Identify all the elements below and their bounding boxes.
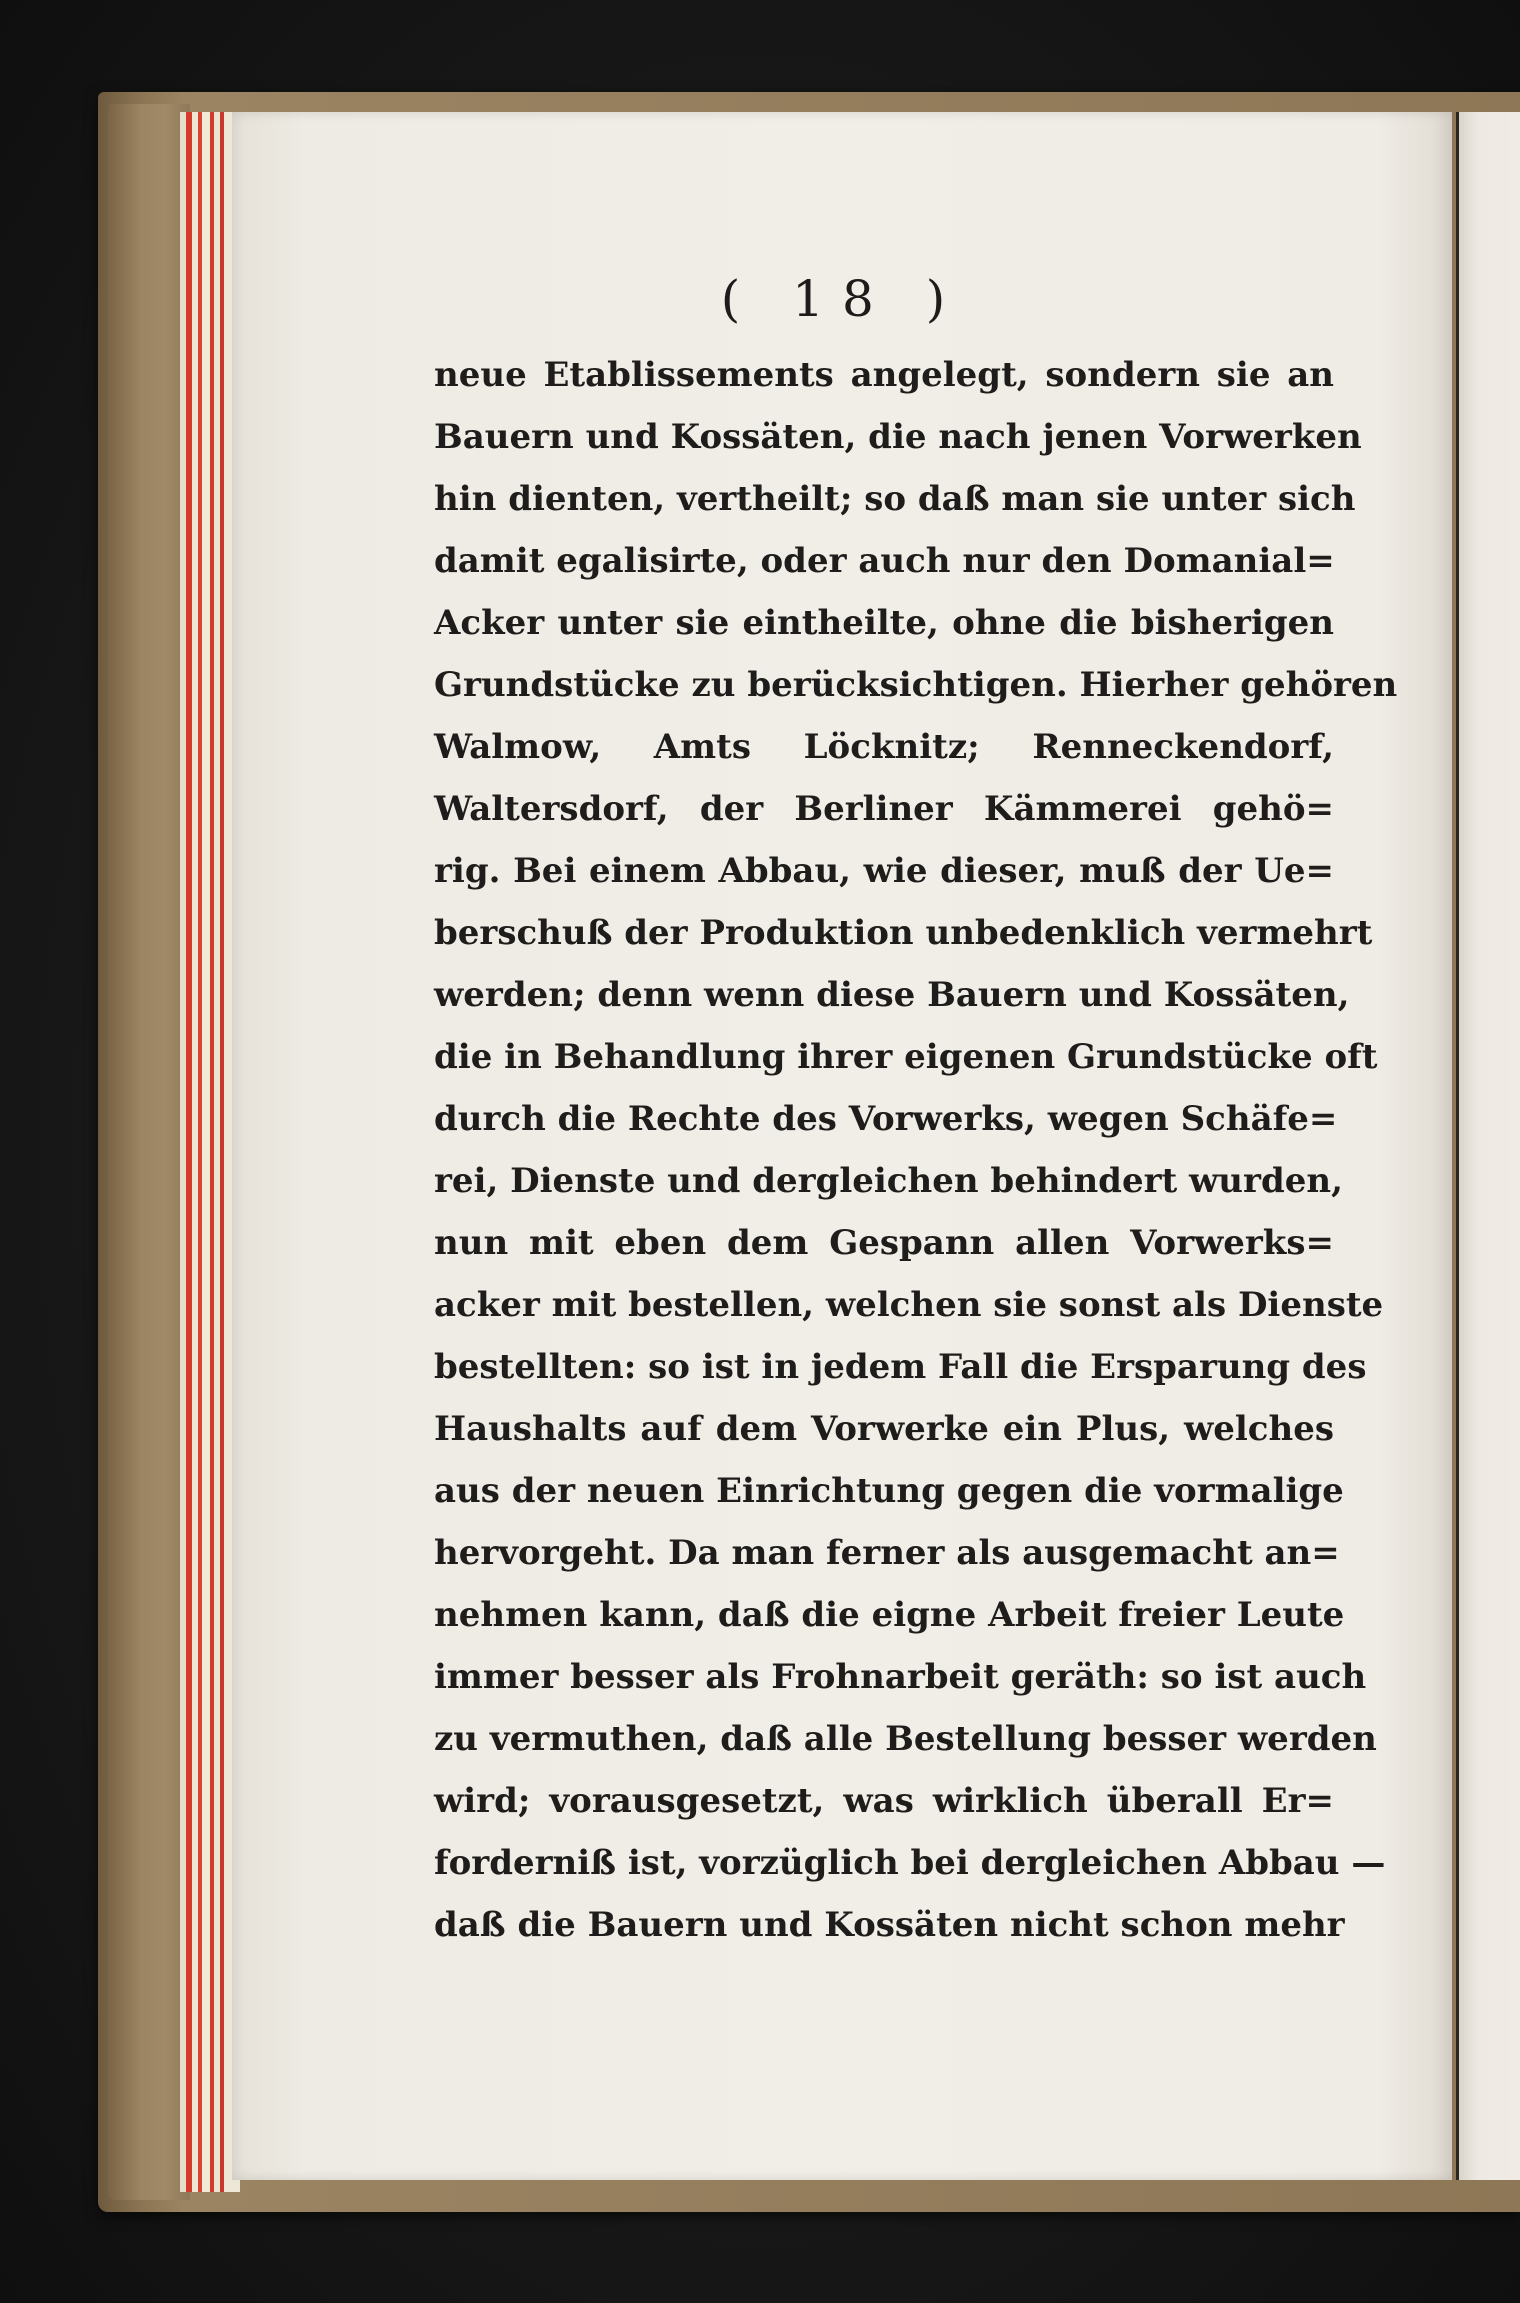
text-line: forderniß ist, vorzüglich bei dergleichen Abbau — [434,1843,1386,1883]
text-line: immer besser als Frohnarbeit geräth: so ist auch [434,1657,1367,1697]
text-line: werden; denn wenn diese Bauern und Kossäten, [434,975,1350,1015]
text-line: damit egalisirte, oder auch nur den Domanial= [434,541,1335,581]
text-line: daß die Bauern und Kossäten nicht schon mehr [434,1905,1345,1945]
text-line: nehmen kann, daß die eigne Arbeit freier Leute [434,1595,1345,1635]
text-line: rei, Dienste und dergleichen behindert wurden, [434,1161,1343,1201]
text-line: hin dienten, vertheilt; so daß man sie unter sich [434,479,1356,519]
text-line: wird; vorausgesetzt, was wirklich überall Er= [434,1781,1334,1821]
body-text [434,344,1398,1956]
text-line: nun mit eben dem Gespann allen Vorwerks= [434,1223,1334,1263]
text-line: Grundstücke zu berücksichtigen. Hierher gehören [434,665,1398,705]
facing-page-edge [1456,112,1520,2180]
text-line: Walmow, Amts Löcknitz; Renneckendorf, [434,727,1334,767]
text-line: Waltersdorf, der Berliner Kämmerei gehö= [434,789,1334,829]
text-line: Haushalts auf dem Vorwerke ein Plus, welches [434,1409,1334,1449]
cover-board-edge [108,104,190,2200]
text-line: hervorgeht. Da man ferner als ausgemacht an= [434,1533,1340,1573]
text-line: acker mit bestellen, welchen sie sonst als Dienste [434,1285,1384,1325]
text-line: Bauern und Kossäten, die nach jenen Vorwerken [434,417,1362,457]
book-page [232,112,1452,2180]
text-line: die in Behandlung ihrer eigenen Grundstücke oft [434,1037,1378,1077]
text-line: berschuß der Produktion unbedenklich vermehrt [434,913,1373,953]
text-line: neue Etablissements angelegt, sondern sie an [434,355,1334,395]
text-line: aus der neuen Einrichtung gegen die vormalige [434,1471,1344,1511]
page-number: ( 18 ) [720,270,964,328]
red-page-edges [180,112,240,2192]
text-line: durch die Rechte des Vorwerks, wegen Schäfe= [434,1099,1338,1139]
text-line: rig. Bei einem Abbau, wie dieser, muß der Ue= [434,851,1334,891]
text-line: bestellten: so ist in jedem Fall die Ersparung des [434,1347,1367,1387]
text-line: zu vermuthen, daß alle Bestellung besser werden [434,1719,1377,1759]
text-line: Acker unter sie eintheilte, ohne die bisherigen [434,603,1334,643]
